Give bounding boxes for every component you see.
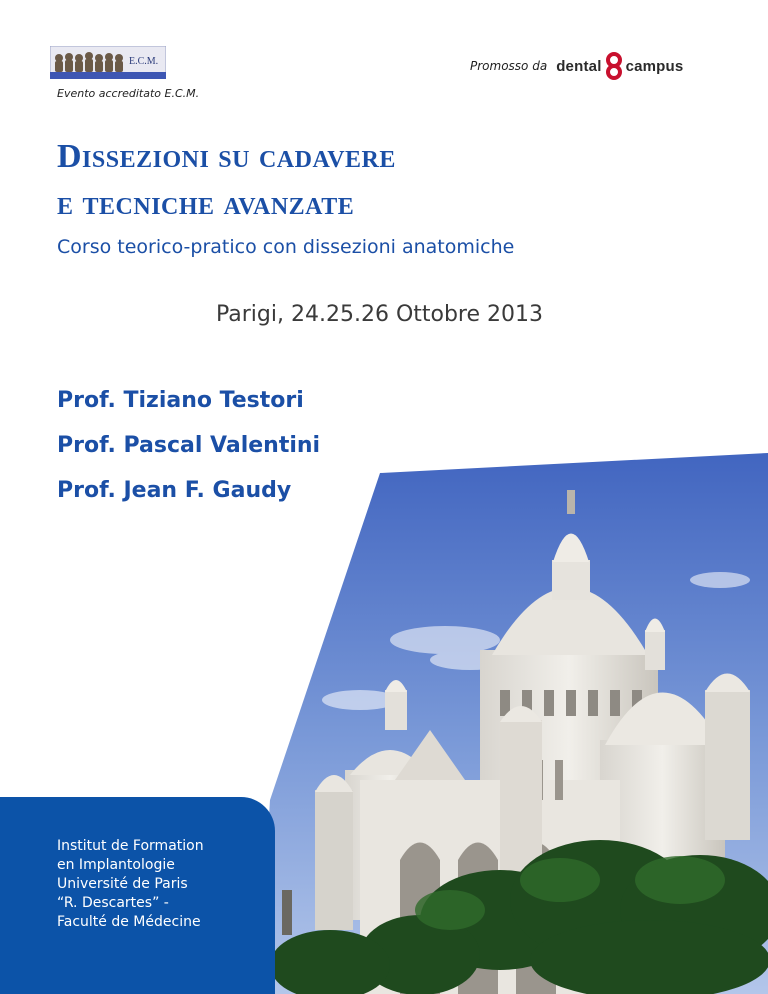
course-title-line-2: e tecniche avanzate (57, 185, 355, 222)
speaker-name: Prof. Pascal Valentini (57, 433, 321, 458)
speaker-name: Prof. Tiziano Testori (57, 388, 304, 413)
institution-line: “R. Descartes” - (57, 895, 169, 911)
brand-dental-text: dental (556, 57, 602, 75)
institution-line: Faculté de Médecine (57, 914, 201, 930)
course-title-line-1: Dissezioni su cadavere (57, 138, 396, 175)
svg-text:E.C.M.: E.C.M. (129, 56, 159, 67)
event-date: Parigi, 24.25.26 Ottobre 2013 (216, 302, 544, 327)
institution-info (57, 837, 204, 932)
promoted-by-label: Promosso da (470, 59, 548, 73)
ecm-accreditation-caption: Evento accreditato E.C.M. (57, 87, 200, 100)
institution-line: en Implantologie (57, 857, 175, 873)
institution-line: Institut de Formation (57, 838, 204, 854)
institution-line: Université de Paris (57, 876, 188, 892)
speaker-name: Prof. Jean F. Gaudy (57, 478, 292, 503)
course-subtitle: Corso teorico-pratico con dissezioni anatomiche (57, 236, 515, 258)
brand-campus-text: campus (625, 57, 684, 75)
